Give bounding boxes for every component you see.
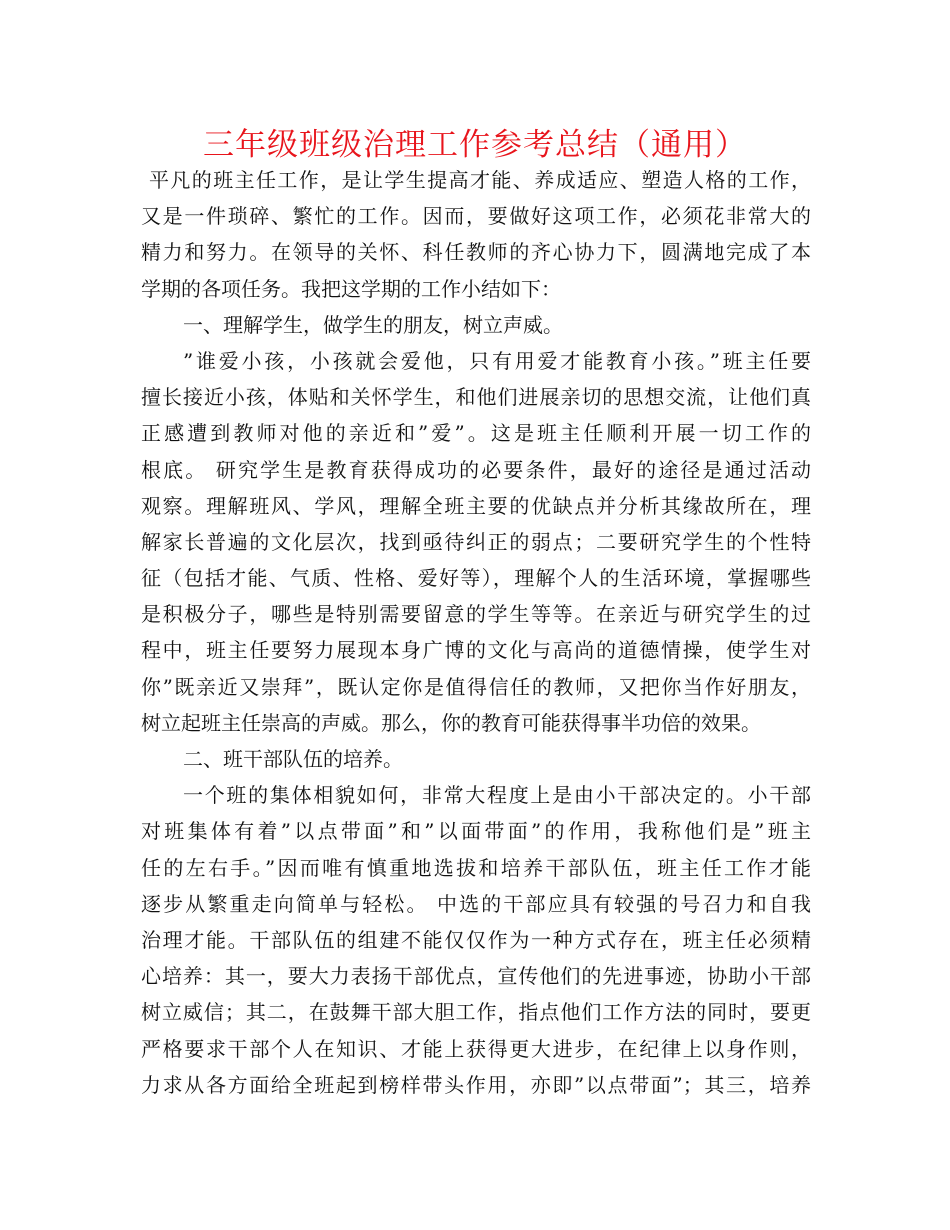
body-line: 观察。理解班风、学风，理解全班主要的优缺点并分析其缘故所在，理 bbox=[141, 493, 811, 518]
body-line: 学期的各项任务。我把这学期的工作小结如下： bbox=[141, 276, 561, 301]
body-line: 你”既亲近又崇拜”，既认定你是值得信任的教师，又把你当作好朋友， bbox=[141, 674, 811, 699]
body-line: 心培养：其一，要大力表扬干部优点，宣传他们的先进事迹，协助小干部 bbox=[141, 964, 811, 989]
body-line: 解家长普遍的文化层次，找到亟待纠正的弱点；二要研究学生的个性特 bbox=[141, 529, 811, 554]
body-line: 又是一件琐碎、繁忙的工作。因而，要做好这项工作，必须花非常大的 bbox=[141, 204, 811, 229]
body-line: ”谁爱小孩，小孩就会爱他，只有用爱才能教育小孩。”班主任要 bbox=[183, 348, 811, 373]
body-line: 程中，班主任要努力展现本身广博的文化与高尚的道德情操，使学生对 bbox=[141, 638, 811, 663]
body-line: 任的左右手。”因而唯有慎重地选拔和培养干部队伍，班主任工作才能 bbox=[141, 855, 811, 880]
body-line: 力求从各方面给全班起到榜样带头作用，亦即”以点带面”；其三，培养 bbox=[141, 1072, 811, 1097]
body-line: 治理才能。干部队伍的组建不能仅仅作为一种方式存在，班主任必须精 bbox=[141, 927, 811, 952]
body-line: 擅长接近小孩，体贴和关怀学生，和他们进展亲切的思想交流，让他们真 bbox=[141, 385, 811, 410]
body-line: 一个班的集体相貌如何，非常大程度上是由小干部决定的。小干部 bbox=[183, 783, 811, 808]
body-line: 平凡的班主任工作，是让学生提高才能、养成适应、塑造人格的工作， bbox=[149, 168, 811, 192]
body-line: 逐步从繁重走向简单与轻松。 中选的干部应具有较强的号召力和自我 bbox=[141, 891, 811, 916]
body-line: 树立起班主任崇高的声威。那么，你的教育可能获得事半功倍的效果。 bbox=[141, 710, 761, 735]
body-line: 树立威信；其二，在鼓舞干部大胆工作，指点他们工作方法的同时，要更 bbox=[141, 1000, 811, 1025]
body-line: 征（包括才能、气质、性格、爱好等），理解个人的生活环境，掌握哪些 bbox=[141, 566, 811, 591]
document-body bbox=[141, 162, 811, 1103]
body-line: 是积极分子，哪些是特别需要留意的学生等等。在亲近与研究学生的过 bbox=[141, 602, 811, 627]
body-line: 精力和努力。在领导的关怀、科任教师的齐心协力下，圆满地完成了本 bbox=[141, 240, 811, 265]
document-title: 三年级班级治理工作参考总结（通用） bbox=[203, 127, 747, 163]
body-line: 严格要求干部个人在知识、才能上获得更大进步，在纪律上以身作则， bbox=[141, 1036, 811, 1061]
body-line: 根底。 研究学生是教育获得成功的必要条件，最好的途径是通过活动 bbox=[141, 457, 811, 482]
section-heading: 一、理解学生，做学生的朋友，树立声威。 bbox=[183, 312, 563, 337]
section-heading: 二、班干部队伍的培养。 bbox=[183, 747, 403, 771]
body-line: 正感遭到教师对他的亲近和”爱”。这是班主任顺利开展一切工作的 bbox=[141, 421, 811, 446]
body-line: 对班集体有着”以点带面”和”以面带面”的作用，我称他们是”班主 bbox=[141, 819, 811, 844]
